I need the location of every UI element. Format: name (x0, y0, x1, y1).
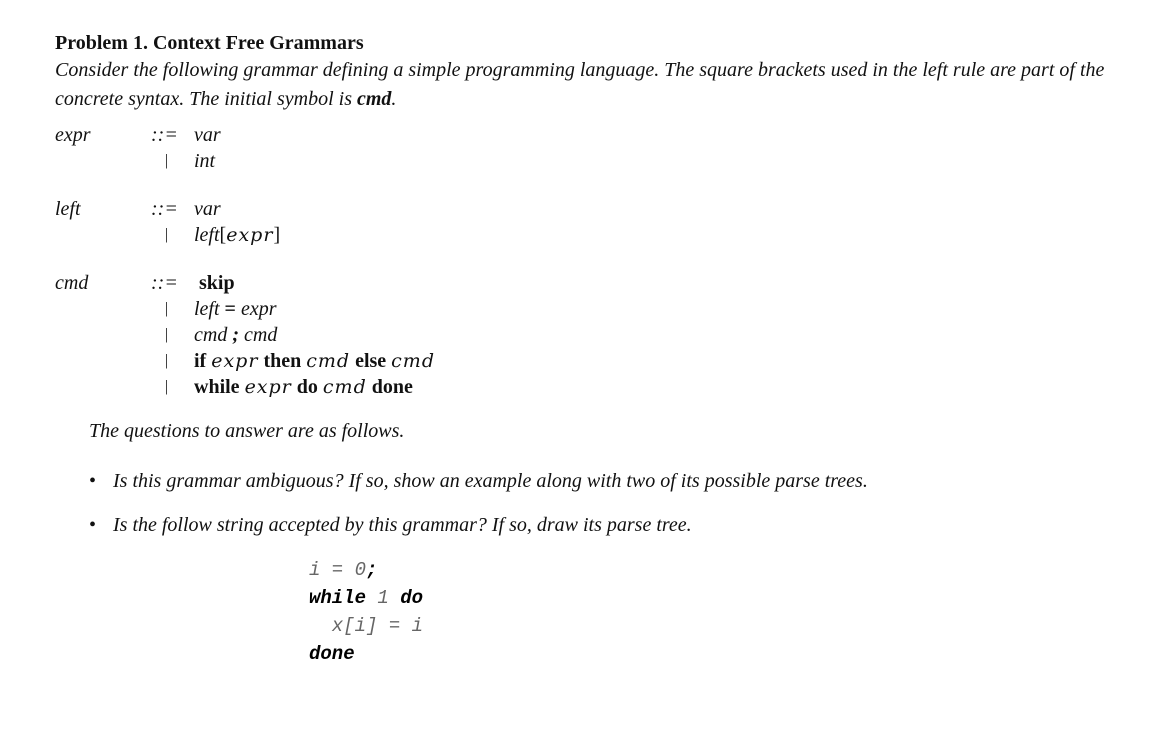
define-operator: ::= (151, 124, 178, 146)
intro-text: Consider the following grammar defining a simple programming language. The square brackets used in the left rule are part of the concrete syntax. The initial symbol is (55, 59, 1105, 110)
code-line-2: while 1 do (309, 587, 424, 609)
question-1 (89, 468, 1115, 494)
alt-operator: | (165, 226, 169, 243)
grammar-definition (55, 122, 1115, 400)
alt-operator: | (165, 152, 169, 169)
expr-alt-var: var (194, 124, 221, 146)
nonterminal-left: left (55, 198, 81, 220)
code-line-1: i = 0; (309, 559, 378, 581)
problem-section (55, 30, 1115, 668)
nonterminal-expr: expr (55, 124, 91, 146)
alt-operator: | (165, 326, 169, 343)
left-alt-var: var (194, 198, 221, 220)
code-listing (309, 556, 1115, 668)
code-line-3: x[i] = i (309, 615, 424, 637)
intro-period: . (391, 88, 397, 110)
alt-operator: | (165, 378, 169, 395)
question-2 (89, 512, 1115, 538)
expr-alt-int: int (194, 150, 216, 172)
bullet-mark: • (89, 514, 97, 536)
cmd-alt-skip: skip (199, 272, 235, 294)
cmd-alt-seq: cmd ; cmd (194, 324, 278, 346)
question-1-text: Is this grammar ambiguous? If so, show an example along with two of its possible parse trees. (113, 470, 868, 492)
questions-intro: The questions to answer are as follows. (89, 420, 405, 442)
cmd-alt-while: while expr do cmd done (194, 376, 413, 398)
rule-cmd (55, 270, 1115, 400)
alt-operator: | (165, 352, 169, 369)
rule-left (55, 196, 1115, 248)
cmd-alt-if: if expr then cmd else cmd (194, 350, 435, 372)
alt-operator: | (165, 300, 169, 317)
left-alt-index: left[expr] (194, 224, 281, 246)
cmd-alt-assign: left = expr (194, 298, 277, 320)
define-operator: ::= (151, 272, 178, 294)
question-2-text: Is the follow string accepted by this grammar? If so, draw its parse tree. (113, 514, 692, 536)
code-line-4: done (309, 643, 355, 665)
rule-expr (55, 122, 1115, 174)
nonterminal-cmd: cmd (55, 272, 89, 294)
define-operator: ::= (151, 198, 178, 220)
bullet-mark: • (89, 470, 97, 492)
problem-title: Problem 1. Context Free Grammars (55, 32, 364, 54)
initial-symbol: cmd (356, 88, 392, 110)
problem-intro (55, 56, 1115, 114)
